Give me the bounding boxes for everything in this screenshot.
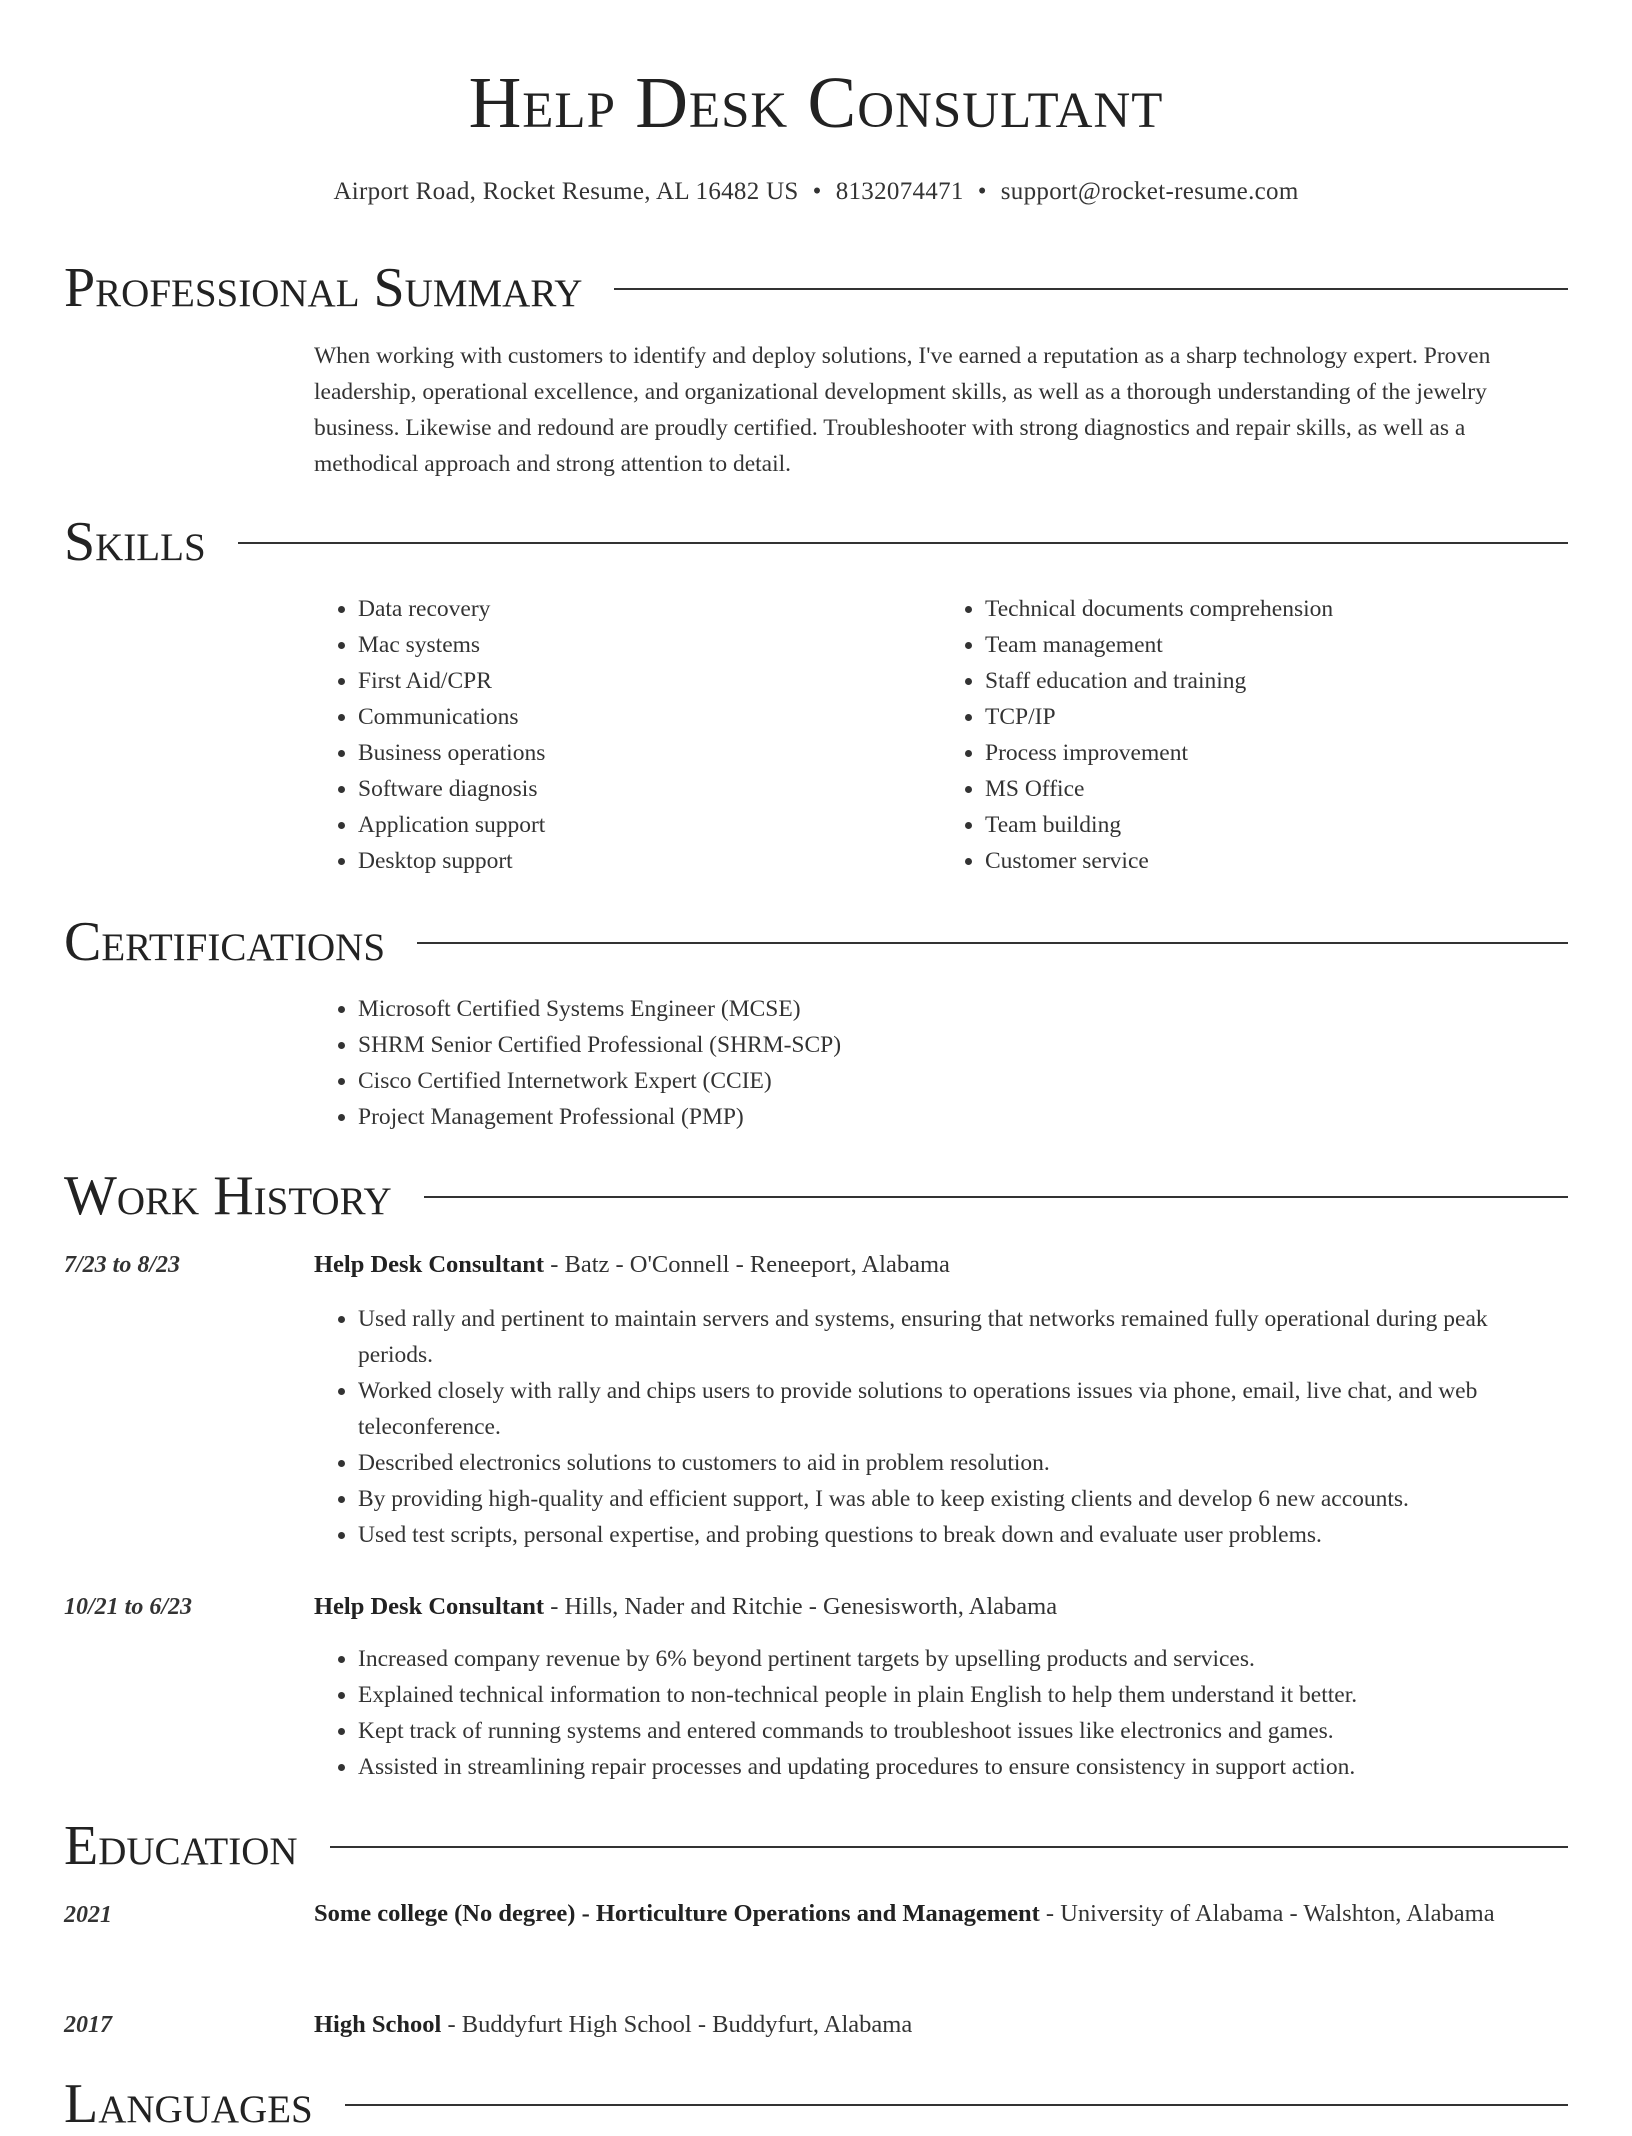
- list-item: • Cisco Certified Internetwork Expert (CCIE): [358, 1063, 1568, 1099]
- contact-address: Airport Road, Rocket Resume, AL 16482 US: [333, 178, 799, 205]
- job-heading: [314, 1245, 1568, 1285]
- list-item: • Desktop support: [358, 843, 941, 879]
- list-item: • Data recovery: [358, 591, 941, 627]
- section-divider: [330, 1846, 1568, 1848]
- list-item: • Communications: [358, 699, 941, 735]
- job-details: - Hills, Nader and Ritchie - Genesisworth, Alabama: [544, 1593, 1058, 1620]
- list-item: • Increased company revenue by 6% beyond pertinent targets by upselling products and services.: [358, 1641, 1568, 1677]
- list-item: • Project Management Professional (PMP): [358, 1099, 1568, 1135]
- list-item: • Assisted in streamlining repair processes and updating procedures to ensure consistency in support action.: [358, 1749, 1568, 1785]
- candidate-name: Help Desk Consultant: [468, 62, 1164, 143]
- list-item: • TCP/IP: [985, 699, 1568, 735]
- job-bullets: [314, 1641, 1568, 1785]
- list-item: • Business operations: [358, 735, 941, 771]
- skills-list-left: [314, 591, 941, 879]
- list-item: • Customer service: [985, 843, 1568, 879]
- section-divider: [614, 288, 1568, 290]
- contact-phone: 8132074471: [835, 178, 964, 205]
- contact-line: [0, 174, 1632, 210]
- list-item: • Used test scripts, personal expertise, and probing questions to break down and evaluate user problems.: [358, 1517, 1568, 1553]
- section-divider: [345, 2104, 1568, 2106]
- list-item: • Application support: [358, 807, 941, 843]
- education-title: Education: [64, 1815, 298, 1877]
- education-degree: Some college (No degree) - Horticulture Operations and Management: [314, 1900, 1040, 1927]
- education-year: 2021: [64, 1902, 112, 1928]
- certifications-section-header: [64, 910, 1568, 974]
- list-item: • Worked closely with rally and chips users to provide solutions to operations issues via phone, email, live chat, and web teleconference.: [358, 1373, 1568, 1445]
- list-item: • Staff education and training: [985, 663, 1568, 699]
- section-divider: [417, 942, 1568, 944]
- contact-email: support@rocket-resume.com: [1000, 178, 1299, 205]
- contact-separator: •: [812, 178, 822, 205]
- education-section-header: [64, 1814, 1568, 1878]
- list-item: • Mac systems: [358, 627, 941, 663]
- list-item: • Team management: [985, 627, 1568, 663]
- section-divider: [238, 542, 1568, 544]
- job-details: - Batz - O'Connell - Reneeport, Alabama: [544, 1251, 950, 1278]
- summary-title: Professional Summary: [64, 257, 583, 319]
- job-dates: 7/23 to 8/23: [64, 1252, 181, 1278]
- list-item: • Explained technical information to non-technical people in plain English to help them understand it better.: [358, 1677, 1568, 1713]
- languages-title: Languages: [64, 2073, 313, 2135]
- list-item: • Process improvement: [985, 735, 1568, 771]
- list-item: • Described electronics solutions to customers to aid in problem resolution.: [358, 1445, 1568, 1481]
- list-item: • MS Office: [985, 771, 1568, 807]
- work-title: Work History: [64, 1165, 392, 1227]
- job-role: Help Desk Consultant: [314, 1593, 545, 1620]
- certifications-title: Certifications: [64, 911, 386, 973]
- summary-section-header: [64, 256, 1568, 320]
- skills-columns: [314, 591, 1568, 879]
- list-item: • Microsoft Certified Systems Engineer (MCSE): [358, 991, 1568, 1027]
- skills-title: Skills: [64, 511, 206, 573]
- education-degree: High School: [314, 2011, 442, 2038]
- education-year: 2017: [64, 2012, 112, 2038]
- education-heading: [314, 1894, 1568, 1934]
- education-details: - University of Alabama - Walshton, Alabama: [1039, 1900, 1495, 1927]
- list-item: • Kept track of running systems and entered commands to troubleshoot issues like electronics and games.: [358, 1713, 1568, 1749]
- list-item: • Technical documents comprehension: [985, 591, 1568, 627]
- languages-section-header: [64, 2072, 1568, 2136]
- job-bullets: [314, 1301, 1568, 1553]
- list-item: • By providing high-quality and efficient support, I was able to keep existing clients and develop 6 new accounts.: [358, 1481, 1568, 1517]
- job-dates: 10/21 to 6/23: [64, 1594, 193, 1620]
- contact-separator: •: [977, 178, 987, 205]
- section-divider: [424, 1196, 1568, 1198]
- certifications-list: [314, 991, 1568, 1135]
- education-heading: [314, 2005, 1568, 2045]
- job-role: Help Desk Consultant: [314, 1251, 545, 1278]
- list-item: • First Aid/CPR: [358, 663, 941, 699]
- work-section-header: [64, 1164, 1568, 1228]
- job-heading: [314, 1587, 1568, 1627]
- list-item: • Software diagnosis: [358, 771, 941, 807]
- list-item: • SHRM Senior Certified Professional (SHRM-SCP): [358, 1027, 1568, 1063]
- skills-list-right: [941, 591, 1568, 879]
- summary-text: When working with customers to identify and deploy solutions, I've earned a reputation as a sharp technology expert. Proven leadership, operational excellence, and organizational development skills, as well as a thorough understanding of the jewelry business. Likewise and redound are proudly certified. Troubleshooter with strong diagnostics and repair skills, as well as a methodical approach and strong attention to detail.: [314, 343, 1491, 477]
- list-item: • Used rally and pertinent to maintain servers and systems, ensuring that networks remained fully operational during peak periods.: [358, 1301, 1568, 1373]
- list-item: • Team building: [985, 807, 1568, 843]
- skills-section-header: [64, 510, 1568, 574]
- education-details: - Buddyfurt High School - Buddyfurt, Alabama: [441, 2011, 913, 2038]
